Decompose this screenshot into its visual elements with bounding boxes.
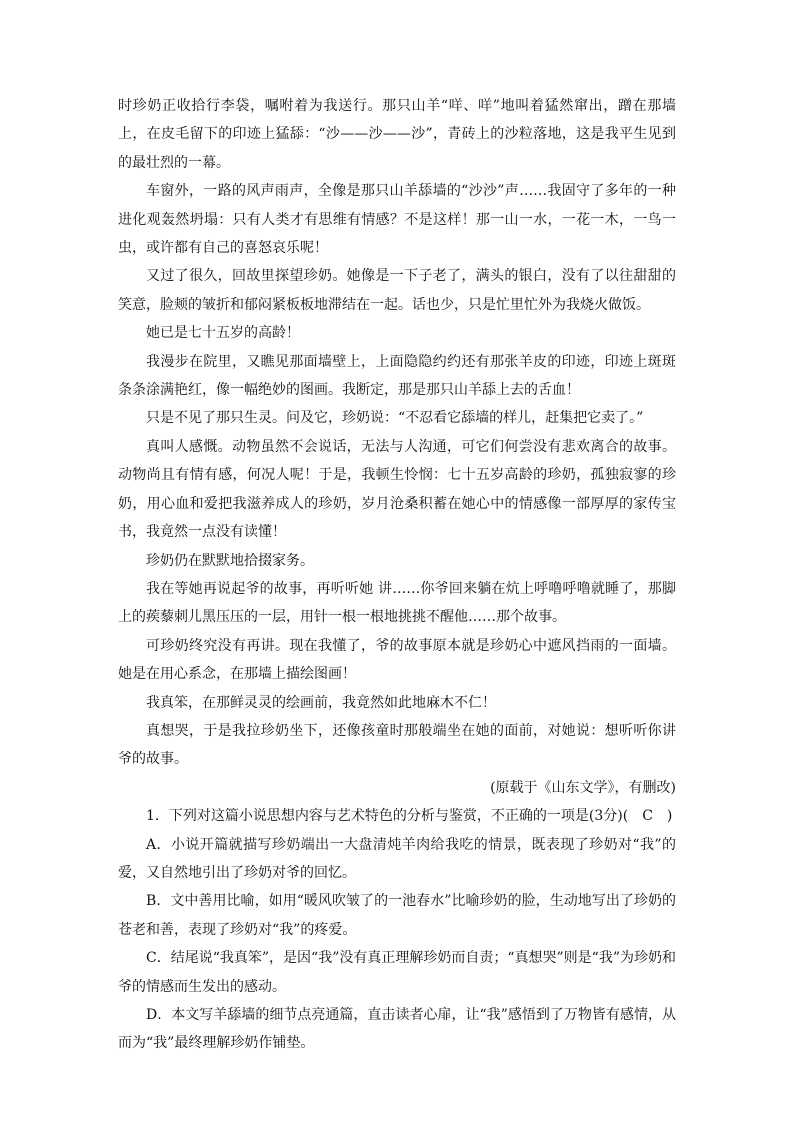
paragraph-4: 她已是七十五岁的高龄！ — [146, 325, 300, 342]
question-stem: 1．下列对这篇小说思想内容与艺术特色的分析与鉴赏，不正确的一项是(3分)( C ) — [146, 808, 673, 825]
option-b: B．文中善用比喻，如用“暖风吹皱了的一池春水”比喻珍奶的脸，生动地写出了珍奶的苍老和善，表现了珍奶对“我”的疼爱。 — [118, 893, 676, 938]
paragraph-1: 时珍奶正收拾行李袋，嘱咐着为我送行。那只山羊“咩、咩”地叫着猛然窜出，蹭在那墙上，在皮毛留下的印迹上猛舔：“沙——沙——沙”，青砖上的沙粒落地，这是我平生见到的最壮烈的一幕。 — [118, 98, 676, 171]
paragraph-7: 真叫人感慨。动物虽然不会说话，无法与人沟通，可它们何尝没有悲欢离合的故事。动物尚且有情有感，何况人呢！于是，我顿生怜悯：七十五岁高龄的珍奶，孤独寂寥的珍奶，用心血和爱把我滋养成人的珍奶，岁月沧桑积蓄在她心中的情感像一部厚厚的家传宝书，我竟然一点没有读懂！ — [118, 438, 676, 541]
option-d: D．本文写羊舔墙的细节点亮通篇，直击读者心扉，让“我”感悟到了万物皆有感情，从而为“我”最终理解珍奶作铺垫。 — [118, 1007, 676, 1052]
paragraph-9: 我在等她再说起爷的故事，再听听她 讲……你爷回来躺在炕上呼噜呼噜就睡了，那脚上的蒺藜刺儿黑压压的一层，用针一根一根地挑挑不醒他……那个故事。 — [118, 580, 676, 626]
paragraph-11: 我真笨，在那鲜灵灵的绘画前，我竟然如此地麻木不仁！ — [146, 694, 496, 711]
document-page — [118, 92, 676, 1058]
paragraph-2: 车窗外，一路的风声雨声，全像是那只山羊舔墙的“沙沙”声……我固守了多年的一种进化观轰然坍塌：只有人类才有思维有情感？不是这样！那一山一水，一花一木，一鸟一虫，或许都有自己的喜怒哀乐呢！ — [118, 183, 676, 257]
source-citation: (原载于《山东文学》，有删改) — [490, 779, 676, 796]
paragraph-3: 又过了很久，回故里探望珍奶。她像是一下子老了，满头的银白，没有了以往甜甜的笑意，脸颊的皱折和郁闷紧板板地滞结在一起。话也少，只是忙里忙外为我烧火做饭。 — [118, 268, 676, 313]
paragraph-6: 只是不见了那只生灵。问及它，珍奶说：“不忍看它舔墙的样儿，赶集把它卖了。” — [146, 410, 644, 427]
paragraph-10: 可珍奶终究没有再讲。现在我懂了，爷的故事原本就是珍奶心中遮风挡雨的一面墙。她是在用心系念，在那墙上描绘图画！ — [118, 637, 676, 683]
paragraph-5: 我漫步在院里，又瞧见那面墙壁上，上面隐隐约约还有那张羊皮的印迹，印迹上斑斑条条涂满艳红，像一幅绝妙的图画。我断定，那是那只山羊舔上去的舌血！ — [118, 353, 676, 399]
paragraph-8: 珍奶仍在默默地拾掇家务。 — [146, 552, 314, 569]
paragraph-12: 真想哭，于是我拉珍奶坐下，还像孩童时那般端坐在她的面前，对她说：想听听你讲爷的故事。 — [118, 722, 676, 768]
option-c: C．结尾说“我真笨”，是因“我”没有真正理解珍奶而自责；“真想哭”则是“我”为珍奶和爷的情感而生发出的感动。 — [118, 950, 676, 995]
option-a: A．小说开篇就描写珍奶端出一大盘清炖羊肉给我吃的情景，既表现了珍奶对“我”的爱，又自然地引出了珍奶对爷的回忆。 — [118, 836, 676, 881]
